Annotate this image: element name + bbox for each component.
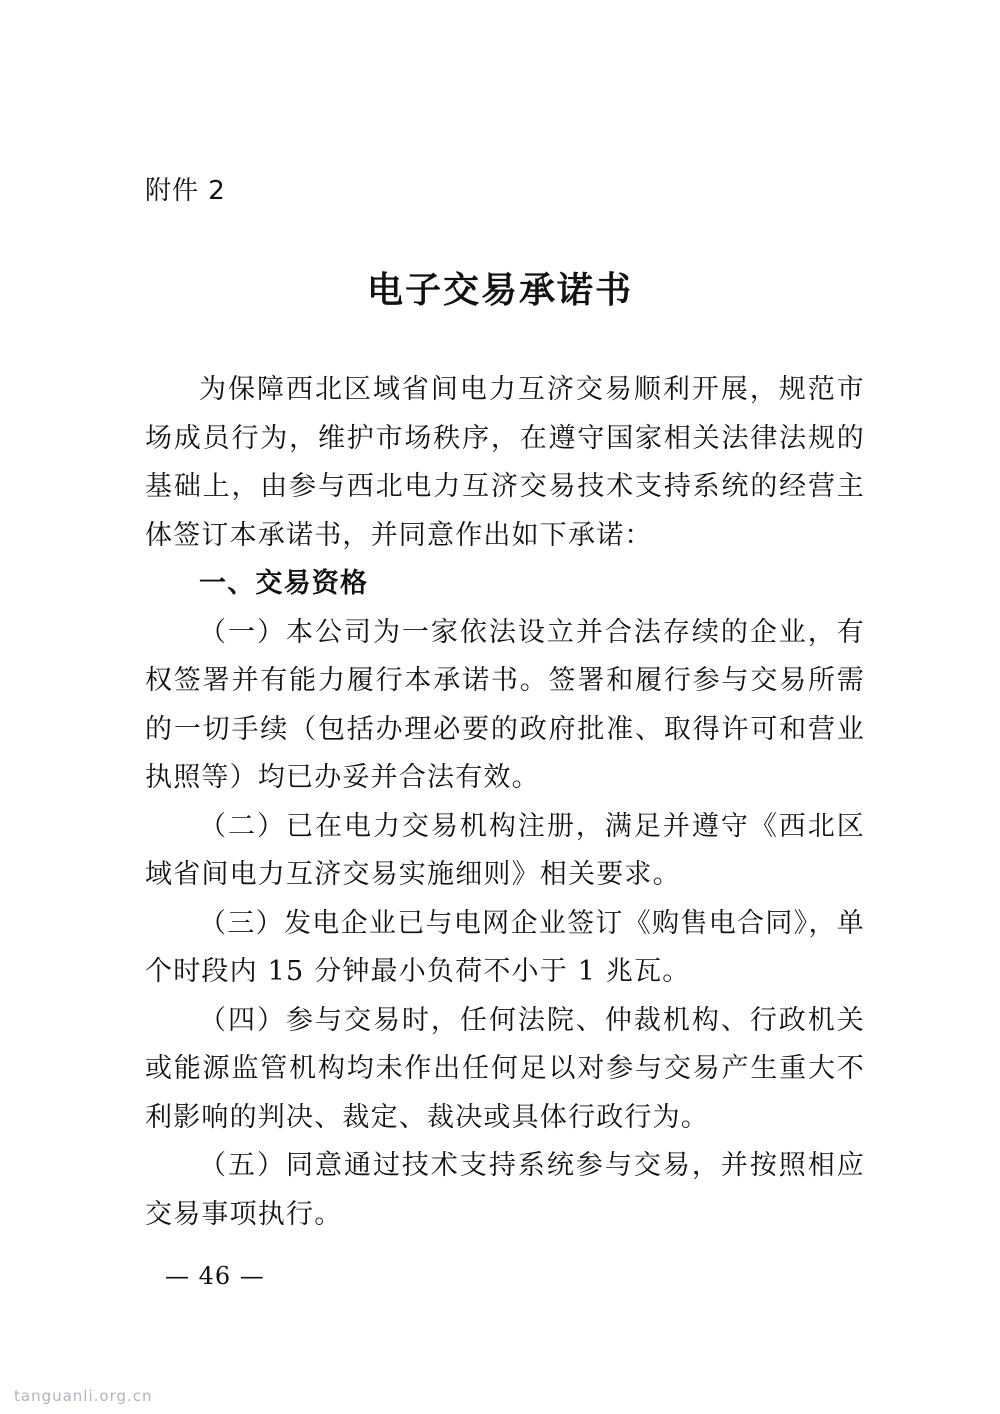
watermark-text: tanguanli.org.cn	[14, 1387, 153, 1405]
clause-3: （三）发电企业已与电网企业签订《购售电合同》，单个时段内 15 分钟最小负荷不小于 1 兆瓦。	[145, 907, 865, 987]
clause-4: （四）参与交易时，任何法院、仲裁机构、行政机关或能源监管机构均未作出任何足以对参与交易产生重大不利影响的判决、裁定、裁决或具体行政行为。	[145, 1004, 865, 1133]
clause-1: （一）本公司为一家依法设立并合法存续的企业，有权签署并有能力履行本承诺书。签署和履行参与交易所需的一切手续（包括办理必要的政府批准、取得许可和营业执照等）均已办妥并合法有效。	[145, 616, 865, 793]
page-number: — 46 —	[165, 1262, 265, 1290]
clause-2: （二）已在电力交易机构注册，满足并遵守《西北区域省间电力互济交易实施细则》相关要求。	[145, 810, 865, 890]
intro-paragraph: 为保障西北区域省间电力互济交易顺利开展，规范市场成员行为，维护市场秩序，在遵守国家相关法律法规的基础上，由参与西北电力互济交易技术支持系统的经营主体签订本承诺书，并同意作出如下承诺：	[145, 374, 865, 551]
document-title: 电子交易承诺书	[366, 270, 633, 311]
clause-5: （五）同意通过技术支持系统参与交易，并按照相应交易事项执行。	[145, 1150, 865, 1230]
section-heading-qualification: 一、交易资格	[199, 568, 369, 599]
attachment-label: 附件 2	[145, 176, 226, 206]
document-body	[145, 366, 865, 1239]
